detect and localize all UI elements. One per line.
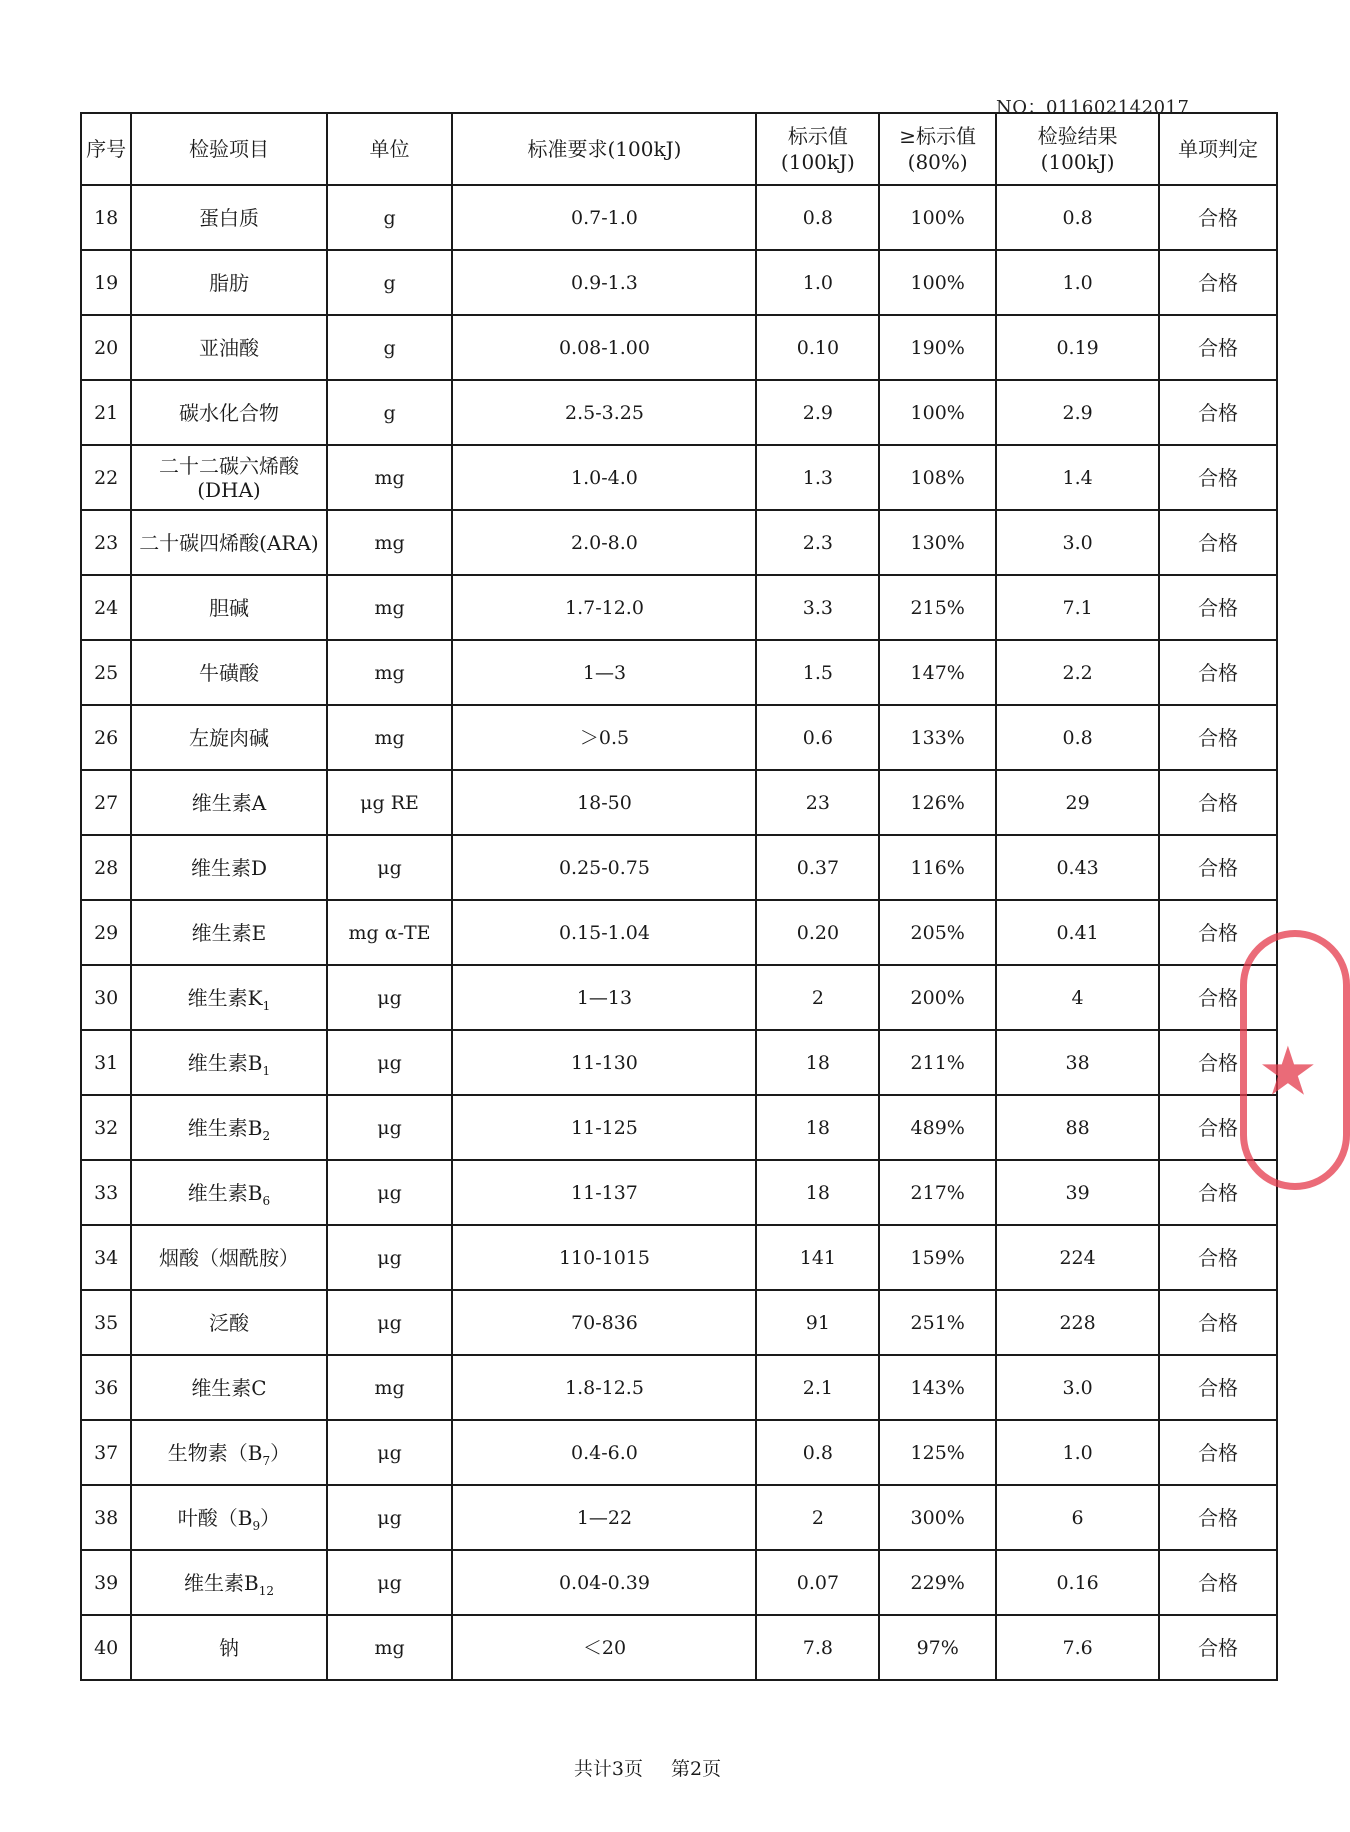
row-label-value: 141: [756, 1225, 879, 1290]
row-standard: ＞0.5: [452, 705, 756, 770]
row-verdict: 合格: [1159, 445, 1277, 510]
header-result: [996, 113, 1159, 185]
row-item: [131, 575, 326, 640]
row-verdict: 合格: [1159, 1550, 1277, 1615]
row-result: 3.0: [996, 510, 1159, 575]
table-row: [81, 640, 1277, 705]
row-verdict: 合格: [1159, 575, 1277, 640]
row-unit: μg RE: [327, 770, 453, 835]
row-unit: mg: [327, 1355, 453, 1420]
table-row: [81, 900, 1277, 965]
row-ratio: 211%: [879, 1030, 996, 1095]
row-verdict: 合格: [1159, 185, 1277, 250]
row-verdict: 合格: [1159, 900, 1277, 965]
row-standard: 1—3: [452, 640, 756, 705]
row-item-name: 叶酸（B: [177, 1505, 253, 1530]
table-row: [81, 1355, 1277, 1420]
row-seq: 24: [81, 575, 131, 640]
row-unit: μg: [327, 1290, 453, 1355]
row-ratio: 143%: [879, 1355, 996, 1420]
table-row: [81, 575, 1277, 640]
row-seq: 20: [81, 315, 131, 380]
table-header: [81, 113, 1277, 185]
row-label-value: 7.8: [756, 1615, 879, 1680]
row-item: [131, 1485, 326, 1550]
row-item-name: 二十碳四烯酸(ARA): [139, 530, 319, 555]
row-verdict: 合格: [1159, 510, 1277, 575]
table-row: [81, 1160, 1277, 1225]
table-row: [81, 1095, 1277, 1160]
row-item-name: 维生素B: [187, 1180, 263, 1205]
row-unit: μg: [327, 1225, 453, 1290]
row-unit: g: [327, 185, 453, 250]
row-label-value: 0.37: [756, 835, 879, 900]
row-label-value: 1.5: [756, 640, 879, 705]
row-standard: 110-1015: [452, 1225, 756, 1290]
row-verdict: 合格: [1159, 1030, 1277, 1095]
header-row: [81, 113, 1277, 185]
row-item-name: 钠: [218, 1635, 239, 1660]
row-item-name: 维生素B: [183, 1570, 259, 1595]
report-number: NO：011602142017: [996, 97, 1190, 118]
row-result: 228: [996, 1290, 1159, 1355]
row-item-name: 左旋肉碱: [188, 725, 269, 750]
row-verdict: 合格: [1159, 1615, 1277, 1680]
header-label-value-line2: (100kJ): [780, 150, 855, 174]
row-unit: μg: [327, 1420, 453, 1485]
row-item-subscript: 2: [262, 1128, 271, 1143]
row-result: 39: [996, 1160, 1159, 1225]
row-standard: 2.0-8.0: [452, 510, 756, 575]
row-seq: 32: [81, 1095, 131, 1160]
row-unit: mg: [327, 640, 453, 705]
row-seq: 29: [81, 900, 131, 965]
row-result: 88: [996, 1095, 1159, 1160]
row-item-subscript: 9: [252, 1518, 261, 1533]
table-row: [81, 510, 1277, 575]
row-verdict: 合格: [1159, 1290, 1277, 1355]
row-unit: μg: [327, 1095, 453, 1160]
row-verdict: 合格: [1159, 1095, 1277, 1160]
row-unit: μg: [327, 835, 453, 900]
table-row: [81, 1030, 1277, 1095]
row-ratio: 251%: [879, 1290, 996, 1355]
row-item-name: 维生素E: [191, 920, 267, 945]
header-result-line1: 检验结果: [1037, 124, 1118, 148]
row-item-name: 胆碱: [208, 595, 249, 620]
row-result: 6: [996, 1485, 1159, 1550]
row-standard: 0.9-1.3: [452, 250, 756, 315]
row-ratio: 116%: [879, 835, 996, 900]
row-standard: 1—13: [452, 965, 756, 1030]
table-row: [81, 1420, 1277, 1485]
header-ratio: [879, 113, 996, 185]
row-result: 224: [996, 1225, 1159, 1290]
table-row: [81, 965, 1277, 1030]
row-seq: 36: [81, 1355, 131, 1420]
row-item: [131, 250, 326, 315]
header-ratio-line1: ≥标示值: [899, 124, 977, 148]
row-label-value: 23: [756, 770, 879, 835]
row-standard: 0.04-0.39: [452, 1550, 756, 1615]
row-label-value: 0.8: [756, 185, 879, 250]
row-ratio: 130%: [879, 510, 996, 575]
row-standard: 0.4-6.0: [452, 1420, 756, 1485]
row-standard: 0.7-1.0: [452, 185, 756, 250]
row-unit: g: [327, 250, 453, 315]
row-standard: ＜20: [452, 1615, 756, 1680]
row-seq: 38: [81, 1485, 131, 1550]
row-result: 1.0: [996, 1420, 1159, 1485]
row-item-name-line2: (DHA): [197, 477, 261, 502]
row-unit: mg: [327, 510, 453, 575]
row-unit: mg α-TE: [327, 900, 453, 965]
row-item: [131, 1225, 326, 1290]
row-seq: 30: [81, 965, 131, 1030]
row-unit: mg: [327, 705, 453, 770]
row-ratio: 108%: [879, 445, 996, 510]
table-row: [81, 705, 1277, 770]
row-verdict: 合格: [1159, 1355, 1277, 1420]
row-item-name: 碳水化合物: [178, 400, 279, 425]
row-ratio: 147%: [879, 640, 996, 705]
table-row: [81, 1615, 1277, 1680]
row-verdict: 合格: [1159, 1485, 1277, 1550]
row-standard: 1.7-12.0: [452, 575, 756, 640]
row-result: 7.6: [996, 1615, 1159, 1680]
row-item: [131, 640, 326, 705]
row-unit: μg: [327, 1030, 453, 1095]
row-standard: 0.25-0.75: [452, 835, 756, 900]
row-label-value: 0.6: [756, 705, 879, 770]
row-standard: 0.08-1.00: [452, 315, 756, 380]
row-unit: μg: [327, 1550, 453, 1615]
row-unit: μg: [327, 1485, 453, 1550]
row-ratio: 97%: [879, 1615, 996, 1680]
row-seq: 18: [81, 185, 131, 250]
row-item-subscript: 7: [262, 1453, 271, 1468]
row-unit: mg: [327, 575, 453, 640]
row-result: 0.8: [996, 185, 1159, 250]
row-seq: 27: [81, 770, 131, 835]
row-item-name: 烟酸（烟酰胺）: [158, 1245, 299, 1270]
row-seq: 37: [81, 1420, 131, 1485]
row-item-name: 生物素（B: [167, 1440, 263, 1465]
row-result: 29: [996, 770, 1159, 835]
row-standard: 11-137: [452, 1160, 756, 1225]
row-result: 2.2: [996, 640, 1159, 705]
row-verdict: 合格: [1159, 705, 1277, 770]
row-seq: 35: [81, 1290, 131, 1355]
row-item-subscript: 6: [262, 1193, 271, 1208]
row-label-value: 2: [756, 965, 879, 1030]
row-ratio: 126%: [879, 770, 996, 835]
row-ratio: 229%: [879, 1550, 996, 1615]
row-item-name: 维生素B: [187, 1050, 263, 1075]
row-standard: 1—22: [452, 1485, 756, 1550]
table-row: [81, 770, 1277, 835]
row-seq: 25: [81, 640, 131, 705]
row-result: 4: [996, 965, 1159, 1030]
row-item: [131, 770, 326, 835]
row-ratio: 100%: [879, 185, 996, 250]
row-item: [131, 1550, 326, 1615]
row-item: [131, 1420, 326, 1485]
row-label-value: 91: [756, 1290, 879, 1355]
row-result: 38: [996, 1030, 1159, 1095]
row-ratio: 125%: [879, 1420, 996, 1485]
row-item: [131, 1030, 326, 1095]
row-standard: 11-130: [452, 1030, 756, 1095]
table-row: [81, 1225, 1277, 1290]
row-item-subscript: 12: [258, 1583, 274, 1598]
table-row: [81, 1485, 1277, 1550]
row-verdict: 合格: [1159, 250, 1277, 315]
row-item: [131, 1290, 326, 1355]
row-item-subscript: 1: [262, 1063, 271, 1078]
row-item-name: 泛酸: [208, 1310, 249, 1335]
row-standard: 1.0-4.0: [452, 445, 756, 510]
row-standard: 1.8-12.5: [452, 1355, 756, 1420]
row-ratio: 100%: [879, 380, 996, 445]
row-unit: g: [327, 380, 453, 445]
row-item-name: 维生素K: [187, 985, 263, 1010]
row-verdict: 合格: [1159, 1420, 1277, 1485]
row-unit: g: [327, 315, 453, 380]
row-label-value: 0.10: [756, 315, 879, 380]
row-label-value: 1.3: [756, 445, 879, 510]
table-row: [81, 1290, 1277, 1355]
row-seq: 19: [81, 250, 131, 315]
row-ratio: 217%: [879, 1160, 996, 1225]
row-ratio: 133%: [879, 705, 996, 770]
row-seq: 40: [81, 1615, 131, 1680]
table-row: [81, 250, 1277, 315]
row-item: [131, 705, 326, 770]
inspection-seal-stamp: [1240, 930, 1350, 1190]
row-label-value: 18: [756, 1095, 879, 1160]
row-label-value: 0.07: [756, 1550, 879, 1615]
row-seq: 28: [81, 835, 131, 900]
header-ratio-line2: (80%): [907, 150, 968, 174]
row-label-value: 0.8: [756, 1420, 879, 1485]
row-item-name: 维生素A: [191, 790, 267, 815]
row-verdict: 合格: [1159, 640, 1277, 705]
header-verdict: 单项判定: [1159, 113, 1277, 185]
row-unit: mg: [327, 445, 453, 510]
table-body: [81, 185, 1277, 1680]
row-result: 2.9: [996, 380, 1159, 445]
row-standard: 2.5-3.25: [452, 380, 756, 445]
row-label-value: 2: [756, 1485, 879, 1550]
row-label-value: 3.3: [756, 575, 879, 640]
row-standard: 18-50: [452, 770, 756, 835]
row-standard: 11-125: [452, 1095, 756, 1160]
row-unit: mg: [327, 1615, 453, 1680]
row-verdict: 合格: [1159, 1225, 1277, 1290]
row-unit: μg: [327, 965, 453, 1030]
row-ratio: 489%: [879, 1095, 996, 1160]
table-row: [81, 380, 1277, 445]
row-label-value: 1.0: [756, 250, 879, 315]
row-result: 1.4: [996, 445, 1159, 510]
row-item: [131, 1615, 326, 1680]
row-label-value: 2.3: [756, 510, 879, 575]
inspection-results-table: [80, 112, 1278, 1681]
row-verdict: 合格: [1159, 965, 1277, 1030]
footer-total-pages: 共计3页: [573, 1758, 643, 1780]
table-row: [81, 835, 1277, 900]
row-seq: 23: [81, 510, 131, 575]
header-label-value: [756, 113, 879, 185]
table-row: [81, 1550, 1277, 1615]
row-seq: 22: [81, 445, 131, 510]
row-item-name: 蛋白质: [198, 205, 259, 230]
row-seq: 31: [81, 1030, 131, 1095]
row-label-value: 0.20: [756, 900, 879, 965]
row-ratio: 159%: [879, 1225, 996, 1290]
row-item: [131, 445, 326, 510]
row-item-name: 二十二碳六烯酸: [158, 453, 299, 478]
row-item: [131, 380, 326, 445]
row-ratio: 205%: [879, 900, 996, 965]
row-seq: 21: [81, 380, 131, 445]
table-row: [81, 315, 1277, 380]
row-ratio: 190%: [879, 315, 996, 380]
row-ratio: 200%: [879, 965, 996, 1030]
row-item: [131, 1095, 326, 1160]
row-seq: 34: [81, 1225, 131, 1290]
row-result: 7.1: [996, 575, 1159, 640]
table-row: [81, 185, 1277, 250]
row-seq: 33: [81, 1160, 131, 1225]
row-item-name: 亚油酸: [198, 335, 259, 360]
row-item-subscript: 1: [262, 998, 271, 1013]
row-verdict: 合格: [1159, 315, 1277, 380]
row-label-value: 2.1: [756, 1355, 879, 1420]
header-standard: 标准要求(100kJ): [452, 113, 756, 185]
header-unit: 单位: [327, 113, 453, 185]
header-seq: 序号: [81, 113, 131, 185]
row-label-value: 18: [756, 1030, 879, 1095]
page-footer: [0, 1754, 1295, 1781]
row-seq: 26: [81, 705, 131, 770]
row-result: 3.0: [996, 1355, 1159, 1420]
row-item: [131, 900, 326, 965]
row-ratio: 100%: [879, 250, 996, 315]
row-ratio: 300%: [879, 1485, 996, 1550]
row-item-name: 牛磺酸: [198, 660, 259, 685]
row-result: 1.0: [996, 250, 1159, 315]
row-item: [131, 965, 326, 1030]
row-item: [131, 1160, 326, 1225]
row-ratio: 215%: [879, 575, 996, 640]
row-item: [131, 835, 326, 900]
row-verdict: 合格: [1159, 835, 1277, 900]
row-item-name: 维生素B: [187, 1115, 263, 1140]
row-item: [131, 315, 326, 380]
row-item-suffix: ）: [260, 1505, 281, 1530]
row-item: [131, 185, 326, 250]
row-item: [131, 510, 326, 575]
row-standard: 70-836: [452, 1290, 756, 1355]
row-label-value: 2.9: [756, 380, 879, 445]
row-label-value: 18: [756, 1160, 879, 1225]
stamp-star-icon: ★: [1261, 1037, 1315, 1107]
row-item-name: 脂肪: [208, 270, 249, 295]
row-verdict: 合格: [1159, 380, 1277, 445]
row-result: 0.41: [996, 900, 1159, 965]
row-verdict: 合格: [1159, 770, 1277, 835]
header-result-line2: (100kJ): [1040, 150, 1115, 174]
table-row: [81, 445, 1277, 510]
row-item-name: 维生素C: [191, 1375, 267, 1400]
header-label-value-line1: 标示值: [787, 124, 848, 148]
row-result: 0.43: [996, 835, 1159, 900]
row-result: 0.19: [996, 315, 1159, 380]
row-result: 0.16: [996, 1550, 1159, 1615]
row-result: 0.8: [996, 705, 1159, 770]
row-verdict: 合格: [1159, 1160, 1277, 1225]
row-item: [131, 1355, 326, 1420]
header-item: 检验项目: [131, 113, 326, 185]
row-standard: 0.15-1.04: [452, 900, 756, 965]
footer-current-page: 第2页: [671, 1758, 722, 1780]
row-unit: μg: [327, 1160, 453, 1225]
row-item-name: 维生素D: [190, 855, 267, 880]
row-seq: 39: [81, 1550, 131, 1615]
row-item-suffix: ）: [270, 1440, 291, 1465]
